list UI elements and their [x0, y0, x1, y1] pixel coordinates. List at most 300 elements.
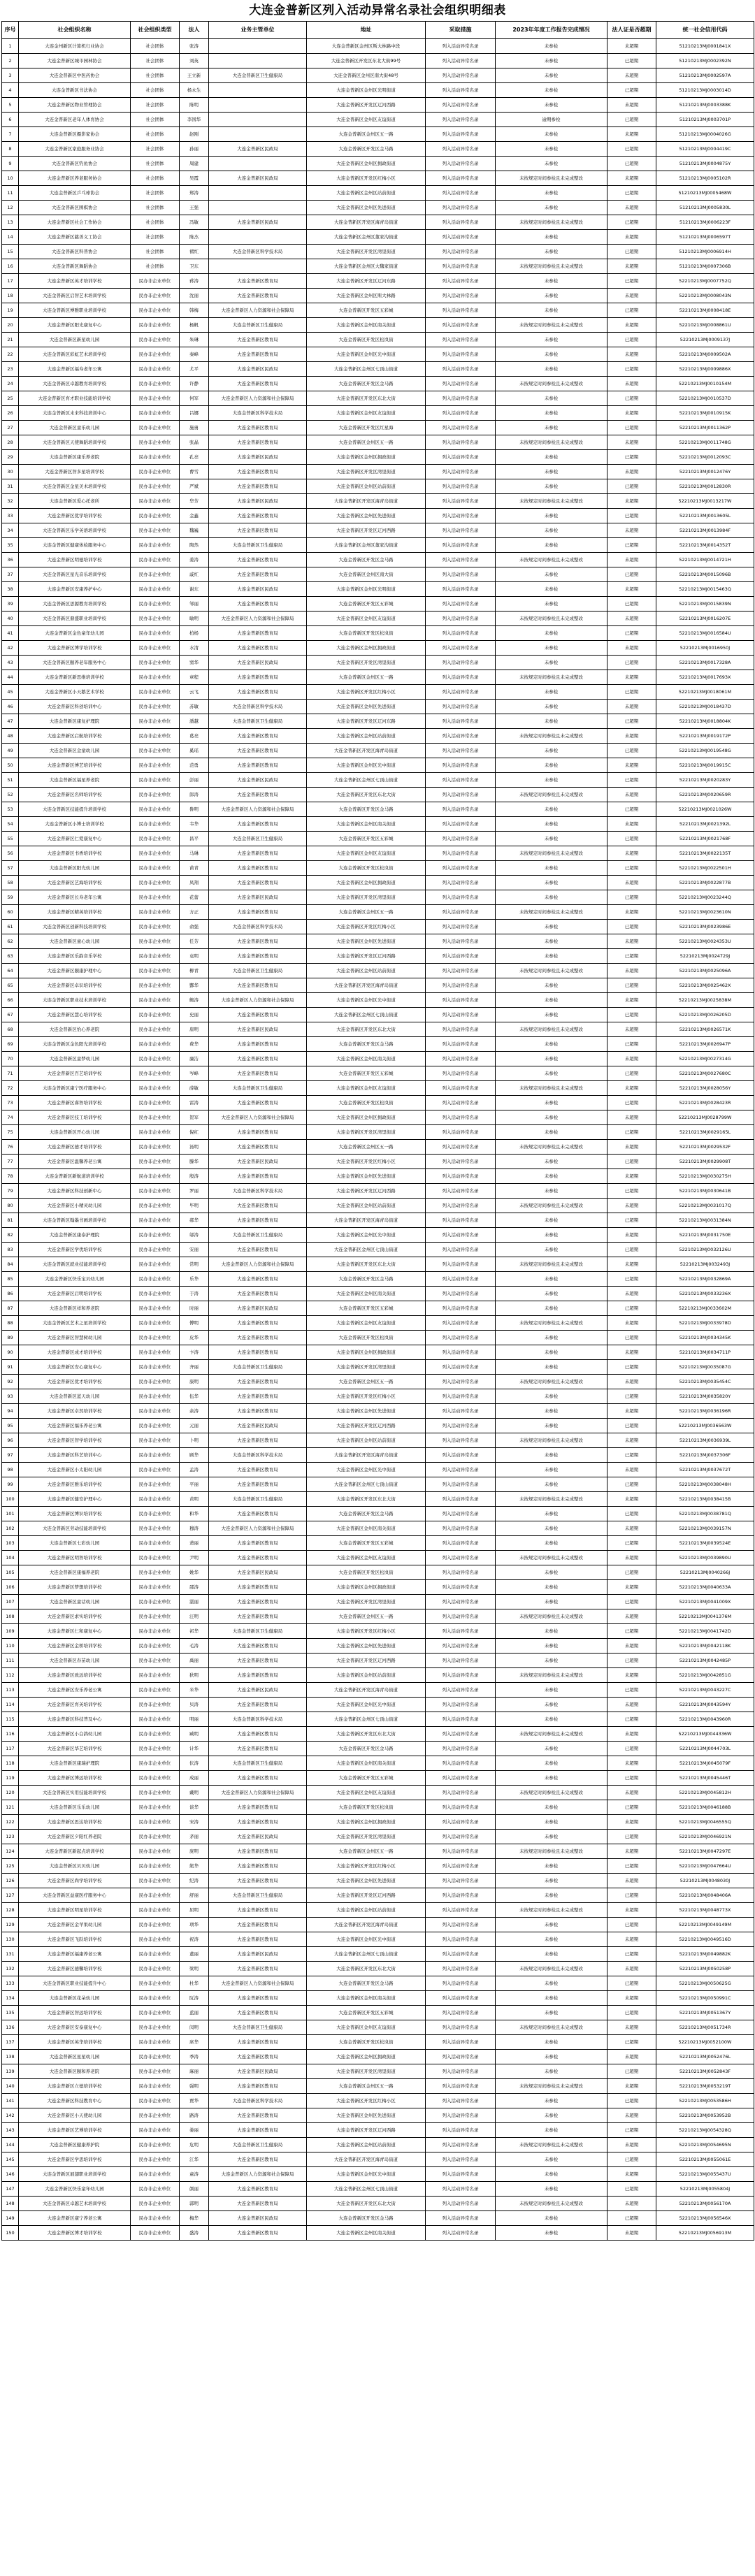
organization-name-cell: 大连金普新区思达培训学校	[19, 1815, 131, 1830]
table-row	[2, 641, 754, 656]
measure-cell: 列入活动异常名录	[426, 2108, 496, 2123]
annual-report-cell: 未参检	[496, 1859, 607, 1874]
organization-name-cell: 大连金普新区优才培训学校	[19, 1375, 131, 1389]
table-row	[2, 1463, 754, 1477]
row-number-cell: 123	[2, 1830, 19, 1844]
address-cell: 大连金普新区开发区湾里街道	[307, 1125, 426, 1140]
legal-person-cell: 姚华	[180, 1565, 209, 1580]
organization-type-cell: 社会团体	[131, 171, 180, 186]
table-row	[2, 1213, 754, 1228]
row-number-cell: 127	[2, 1888, 19, 1903]
organization-type-cell: 民办非企业单位	[131, 1595, 180, 1609]
credit-code-cell: 52210213MJ0028423R	[656, 1096, 754, 1110]
legal-person-cell: 董丽	[180, 1947, 209, 1962]
legal-person-cell: 闵明	[180, 2020, 209, 2035]
row-number-cell: 114	[2, 1698, 19, 1712]
supervisor-cell: 大连金普新区教育局	[209, 1037, 307, 1052]
organization-type-cell: 民办非企业单位	[131, 1331, 180, 1345]
table-row	[2, 1991, 754, 2006]
certificate-overdue-cell: 未超期	[607, 1874, 656, 1888]
row-number-cell: 96	[2, 1433, 19, 1448]
row-number-cell: 99	[2, 1477, 19, 1492]
address-cell: 大连金普新区开发区五彩城	[307, 303, 426, 318]
organization-name-cell: 大连金普新区实用技能培训学校	[19, 1786, 131, 1800]
credit-code-cell: 52210213MJ0015096B	[656, 567, 754, 582]
credit-code-cell: 52210213MJ0011748G	[656, 435, 754, 450]
supervisor-cell: 大连金普新区民政局	[209, 494, 307, 509]
address-cell: 大连金普新区金州区站前街道	[307, 1668, 426, 1683]
organization-name-cell: 大连金普新区童梦幼儿园	[19, 1052, 131, 1066]
certificate-overdue-cell: 未超期	[607, 523, 656, 538]
annual-report-cell: 未按规定时间参检且未完成整改	[496, 846, 607, 861]
legal-person-cell: 阮涛	[180, 1991, 209, 2006]
measure-cell: 列入活动异常名录	[426, 758, 496, 773]
table-row	[2, 39, 754, 54]
measure-cell: 列入活动异常名录	[426, 1683, 496, 1698]
certificate-overdue-cell: 未超期	[607, 1815, 656, 1830]
organization-type-cell: 民办非企业单位	[131, 2138, 180, 2152]
table-row	[2, 1624, 754, 1639]
annual-report-cell: 未参检	[496, 626, 607, 641]
supervisor-cell: 大连金普新区教育局	[209, 1375, 307, 1389]
organization-type-cell: 民办非企业单位	[131, 2064, 180, 2079]
table-row	[2, 2064, 754, 2079]
table-row	[2, 494, 754, 509]
credit-code-cell: 52210213MJ0013984F	[656, 523, 754, 538]
organization-name-cell: 大连金普新区舞蹈协会	[19, 259, 131, 274]
supervisor-cell: 大连金普新区卫生健康局	[209, 1888, 307, 1903]
organization-type-cell: 民办非企业单位	[131, 2123, 180, 2138]
organization-type-cell: 民办非企业单位	[131, 832, 180, 846]
table-row	[2, 1551, 754, 1565]
row-number-cell: 49	[2, 744, 19, 758]
row-number-cell: 42	[2, 641, 19, 656]
row-number-cell: 64	[2, 964, 19, 978]
organization-type-cell: 民办非企业单位	[131, 1507, 180, 1521]
organization-type-cell: 民办非企业单位	[131, 333, 180, 347]
table-row	[2, 1125, 754, 1140]
measure-cell: 列入活动异常名录	[426, 523, 496, 538]
measure-cell: 列入活动异常名录	[426, 1243, 496, 1257]
row-number-cell: 21	[2, 333, 19, 347]
credit-code-cell: 52210213MJ0021768F	[656, 832, 754, 846]
address-cell: 大连金普新区金州区光中街道	[307, 1463, 426, 1477]
row-number-cell: 98	[2, 1463, 19, 1477]
measure-cell: 列入活动异常名录	[426, 1037, 496, 1052]
table-row	[2, 289, 754, 303]
credit-code-cell: 52210213MJ0016950J	[656, 641, 754, 656]
credit-code-cell: 51210213MJ0006597T	[656, 230, 754, 245]
organization-type-cell: 民办非企业单位	[131, 1345, 180, 1360]
address-cell: 大连金普新区金州区南关街道	[307, 1521, 426, 1536]
supervisor-cell: 大连金普新区教育局	[209, 1066, 307, 1081]
row-number-cell: 56	[2, 846, 19, 861]
organization-name-cell: 大连金普新区爱心托老所	[19, 494, 131, 509]
organization-type-cell: 民办非企业单位	[131, 1125, 180, 1140]
measure-cell: 列入活动异常名录	[426, 1712, 496, 1727]
annual-report-cell: 未参检	[496, 1976, 607, 1991]
organization-name-cell: 大连金普新区康福养老院	[19, 1565, 131, 1580]
annual-report-cell: 未按规定时间参检且未完成整改	[496, 1551, 607, 1565]
legal-person-cell: 褚红	[180, 245, 209, 259]
address-cell: 大连金普新区开发区红星海	[307, 421, 426, 435]
organization-name-cell: 大连金普新区天使舞蹈培训学校	[19, 435, 131, 450]
supervisor-cell: 大连金普新区教育局	[209, 377, 307, 391]
measure-cell: 列入活动异常名录	[426, 1624, 496, 1639]
measure-cell: 列入活动异常名录	[426, 303, 496, 318]
measure-cell: 列入活动异常名录	[426, 1698, 496, 1712]
table-row	[2, 201, 754, 215]
legal-person-cell: 戚红	[180, 567, 209, 582]
supervisor-cell: 大连金普新区民政局	[209, 142, 307, 157]
organization-name-cell: 大连金普新区金色童年幼儿园	[19, 626, 131, 641]
supervisor-cell: 大连金普新区教育局	[209, 274, 307, 289]
annual-report-cell: 未参检	[496, 861, 607, 876]
certificate-overdue-cell: 未超期	[607, 2226, 656, 2241]
organization-type-cell: 民办非企业单位	[131, 1888, 180, 1903]
measure-cell: 列入活动异常名录	[426, 2035, 496, 2050]
annual-report-cell: 未参检	[496, 1756, 607, 1771]
address-cell: 大连金普新区开发区东北大街99号	[307, 54, 426, 68]
certificate-overdue-cell: 已超期	[607, 215, 656, 230]
legal-person-cell: 喻明	[180, 612, 209, 626]
row-number-cell: 68	[2, 1022, 19, 1037]
table-row	[2, 303, 754, 318]
organization-name-cell: 大连金普新区未来科技培训中心	[19, 406, 131, 421]
address-cell: 大连金普新区开发区湾里街道	[307, 465, 426, 479]
credit-code-cell: 52210213MJ0027314G	[656, 1052, 754, 1066]
organization-type-cell: 民办非企业单位	[131, 1536, 180, 1551]
credit-code-cell: 52210213MJ0041376M	[656, 1609, 754, 1624]
organization-type-cell: 民办非企业单位	[131, 2167, 180, 2182]
row-number-cell: 91	[2, 1360, 19, 1375]
annual-report-cell: 未参检	[496, 362, 607, 377]
credit-code-cell: 52210213MJ0013605L	[656, 509, 754, 523]
credit-code-cell: 52210213MJ0015463Q	[656, 582, 754, 597]
row-number-cell: 74	[2, 1110, 19, 1125]
organization-name-cell: 大连金普新区科技创新中心	[19, 1184, 131, 1199]
credit-code-cell: 52210213MJ0012476Y	[656, 465, 754, 479]
credit-code-cell: 52210213MJ0038415B	[656, 1492, 754, 1507]
supervisor-cell: 大连金普新区教育局	[209, 1316, 307, 1331]
organization-name-cell: 大连金普新区艺术之星培训学校	[19, 1316, 131, 1331]
measure-cell: 列入活动异常名录	[426, 1419, 496, 1433]
table-row	[2, 391, 754, 406]
measure-cell: 列入活动异常名录	[426, 612, 496, 626]
annual-report-cell: 未按规定时间参检且未完成整改	[496, 1786, 607, 1800]
credit-code-cell: 52210213MJ0045446T	[656, 1771, 754, 1786]
credit-code-cell: 52210213MJ0008418E	[656, 303, 754, 318]
organization-name-cell: 大连金普新区智远培训学校	[19, 2006, 131, 2020]
annual-report-cell: 未参检	[496, 289, 607, 303]
organization-type-cell: 民办非企业单位	[131, 1022, 180, 1037]
address-cell: 大连金普新区金州区拥政街道	[307, 1110, 426, 1125]
annual-report-cell: 未参检	[496, 1565, 607, 1580]
supervisor-cell: 大连金普新区教育局	[209, 289, 307, 303]
supervisor-cell: 大连金普新区教育局	[209, 1008, 307, 1022]
measure-cell: 列入活动异常名录	[426, 2152, 496, 2167]
supervisor-cell: 大连金普新区教育局	[209, 1125, 307, 1140]
table-row	[2, 714, 754, 729]
supervisor-cell: 大连金普新区科学技术局	[209, 245, 307, 259]
measure-cell: 列入活动异常名录	[426, 1609, 496, 1624]
annual-report-cell: 未按规定时间参检且未完成整改	[496, 435, 607, 450]
address-cell: 大连金普新区金州区董家沟街道	[307, 538, 426, 553]
legal-person-cell: 皮华	[180, 1331, 209, 1345]
legal-person-cell: 尤平	[180, 362, 209, 377]
supervisor-cell: 大连金普新区教育局	[209, 1507, 307, 1521]
row-number-cell: 69	[2, 1037, 19, 1052]
supervisor-cell	[209, 186, 307, 201]
measure-cell: 列入活动异常名录	[426, 1331, 496, 1345]
organization-name-cell: 大连金普新区科创培训中心	[19, 700, 131, 714]
organization-name-cell: 大连金普新区慈善义工协会	[19, 230, 131, 245]
measure-cell: 列入活动异常名录	[426, 1066, 496, 1081]
row-number-cell: 62	[2, 934, 19, 949]
measure-cell: 列入活动异常名录	[426, 1727, 496, 1742]
organization-type-cell: 民办非企业单位	[131, 377, 180, 391]
organization-name-cell: 大连金普新区新起点培训学校	[19, 1844, 131, 1859]
row-number-cell: 126	[2, 1874, 19, 1888]
organization-name-cell: 大连金普新区安泰康复中心	[19, 2020, 131, 2035]
organization-name-cell: 大连金普新区健安护理中心	[19, 1492, 131, 1507]
annual-report-cell: 未参检	[496, 1008, 607, 1022]
legal-person-cell: 麻丽	[180, 2064, 209, 2079]
organization-name-cell: 大连金普新区开心幼儿园	[19, 1125, 131, 1140]
supervisor-cell: 大连金普新区卫生健康局	[209, 1360, 307, 1375]
table-row	[2, 729, 754, 744]
legal-person-cell: 彭丽	[180, 773, 209, 788]
credit-code-cell: 52210213MJ0039890U	[656, 1551, 754, 1565]
supervisor-cell: 大连金普新区人力资源和社会保障局	[209, 391, 307, 406]
organization-type-cell: 民办非企业单位	[131, 1140, 180, 1155]
organization-type-cell: 民办非企业单位	[131, 788, 180, 802]
measure-cell: 列入活动异常名录	[426, 1433, 496, 1448]
organization-type-cell: 民办非企业单位	[131, 347, 180, 362]
credit-code-cell: 52210213MJ0032869A	[656, 1272, 754, 1287]
organization-type-cell: 民办非企业单位	[131, 1771, 180, 1786]
measure-cell: 列入活动异常名录	[426, 113, 496, 127]
supervisor-cell: 大连金普新区民政局	[209, 582, 307, 597]
credit-code-cell: 52210213MJ0012830R	[656, 479, 754, 494]
measure-cell: 列入活动异常名录	[426, 1903, 496, 1918]
annual-report-cell: 未按规定时间参检且未完成整改	[496, 612, 607, 626]
organization-type-cell: 民办非企业单位	[131, 1742, 180, 1756]
table-row	[2, 538, 754, 553]
supervisor-cell: 大连金普新区民政局	[209, 1565, 307, 1580]
address-cell: 大连金普新区开发区松岚街	[307, 626, 426, 641]
legal-person-cell: 项华	[180, 1918, 209, 1932]
certificate-overdue-cell: 已超期	[607, 1155, 656, 1169]
legal-person-cell: 郎涛	[180, 788, 209, 802]
row-number-cell: 15	[2, 245, 19, 259]
measure-cell: 列入活动异常名录	[426, 1918, 496, 1932]
supervisor-cell: 大连金普新区民政局	[209, 2064, 307, 2079]
certificate-overdue-cell: 已超期	[607, 2123, 656, 2138]
credit-code-cell: 52210213MJ0041009X	[656, 1595, 754, 1609]
row-number-cell: 5	[2, 98, 19, 113]
legal-person-cell: 宋涛	[180, 1815, 209, 1830]
supervisor-cell: 大连金普新区民政局	[209, 1419, 307, 1433]
legal-person-cell: 沈丽	[180, 289, 209, 303]
supervisor-cell: 大连金普新区教育局	[209, 758, 307, 773]
certificate-overdue-cell: 已超期	[607, 1654, 656, 1668]
annual-report-cell: 未参检	[496, 1463, 607, 1477]
legal-person-cell: 茅丽	[180, 1830, 209, 1844]
organization-type-cell: 民办非企业单位	[131, 1008, 180, 1022]
supervisor-cell: 大连金普新区教育局	[209, 567, 307, 582]
certificate-overdue-cell: 已超期	[607, 142, 656, 157]
address-cell: 大连金普新区金州区友谊街道	[307, 1316, 426, 1331]
organization-name-cell: 大连金普新区德才培训学校	[19, 1140, 131, 1155]
legal-person-cell: 何军	[180, 391, 209, 406]
organization-type-cell: 民办非企业单位	[131, 421, 180, 435]
table-row	[2, 171, 754, 186]
measure-cell: 列入活动异常名录	[426, 1463, 496, 1477]
table-row	[2, 245, 754, 259]
measure-cell: 列入活动异常名录	[426, 98, 496, 113]
measure-cell: 列入活动异常名录	[426, 597, 496, 612]
annual-report-cell: 未参检	[496, 347, 607, 362]
legal-person-cell: 危明	[180, 2138, 209, 2152]
row-number-cell: 116	[2, 1727, 19, 1742]
row-number-cell: 103	[2, 1536, 19, 1551]
measure-cell: 列入活动异常名录	[426, 377, 496, 391]
row-number-cell: 86	[2, 1287, 19, 1301]
annual-report-cell: 未参检	[496, 1213, 607, 1228]
supervisor-cell: 大连金普新区科学技术局	[209, 1448, 307, 1463]
certificate-overdue-cell: 未超期	[607, 1375, 656, 1389]
legal-person-cell: 水清	[180, 641, 209, 656]
annual-report-cell: 未参检	[496, 802, 607, 817]
row-number-cell: 83	[2, 1243, 19, 1257]
measure-cell: 列入活动异常名录	[426, 700, 496, 714]
certificate-overdue-cell: 未超期	[607, 934, 656, 949]
measure-cell: 列入活动异常名录	[426, 656, 496, 670]
supervisor-cell: 大连金普新区人力资源和社会保障局	[209, 1110, 307, 1125]
row-number-cell: 102	[2, 1521, 19, 1536]
measure-cell: 列入活动异常名录	[426, 1507, 496, 1521]
supervisor-cell: 大连金普新区教育局	[209, 1580, 307, 1595]
legal-person-cell: 云飞	[180, 685, 209, 700]
table-row	[2, 1918, 754, 1932]
legal-person-cell: 孙丽	[180, 142, 209, 157]
organization-name-cell: 大连金普新区华艺培训学校	[19, 1742, 131, 1756]
credit-code-cell: 51210213MJ0004419C	[656, 142, 754, 157]
organization-type-cell: 民办非企业单位	[131, 1551, 180, 1565]
annual-report-cell: 未按规定时间参检且未完成整改	[496, 1962, 607, 1976]
credit-code-cell: 52210213MJ0009502A	[656, 347, 754, 362]
address-cell: 大连金普新区开发区湾里街道	[307, 1830, 426, 1844]
annual-report-cell: 未参检	[496, 1228, 607, 1243]
legal-person-cell: 滕华	[180, 1155, 209, 1169]
address-cell: 大连金普新区金州区光明街道	[307, 83, 426, 98]
legal-person-cell: 韩梅	[180, 303, 209, 318]
legal-person-cell: 童涛	[180, 2167, 209, 2182]
row-number-cell: 140	[2, 2079, 19, 2094]
legal-person-cell: 严斌	[180, 479, 209, 494]
measure-cell: 列入活动异常名录	[426, 890, 496, 905]
certificate-overdue-cell: 已超期	[607, 890, 656, 905]
certificate-overdue-cell: 未超期	[607, 1404, 656, 1419]
supervisor-cell: 大连金普新区民政局	[209, 1830, 307, 1844]
supervisor-cell: 大连金普新区教育局	[209, 670, 307, 685]
measure-cell: 列入活动异常名录	[426, 2211, 496, 2226]
legal-person-cell: 湛丽	[180, 1595, 209, 1609]
measure-cell: 列入活动异常名录	[426, 1272, 496, 1287]
supervisor-cell: 大连金普新区教育局	[209, 2182, 307, 2197]
organization-type-cell: 民办非企业单位	[131, 700, 180, 714]
credit-code-cell: 52210213MJ0007752Q	[656, 274, 754, 289]
measure-cell: 列入活动异常名录	[426, 920, 496, 934]
row-number-cell: 139	[2, 2064, 19, 2079]
certificate-overdue-cell: 已超期	[607, 157, 656, 171]
legal-person-cell: 华芳	[180, 494, 209, 509]
measure-cell: 列入活动异常名录	[426, 347, 496, 362]
organization-name-cell: 大连金普新区金色阳光培训学校	[19, 1037, 131, 1052]
organization-name-cell: 大连金普新区科艺培训中心	[19, 1448, 131, 1463]
measure-cell: 列入活动异常名录	[426, 2167, 496, 2182]
row-number-cell: 22	[2, 347, 19, 362]
row-number-cell: 77	[2, 1155, 19, 1169]
row-number-cell: 41	[2, 626, 19, 641]
certificate-overdue-cell: 未超期	[607, 612, 656, 626]
credit-code-cell: 52210213MJ0020659R	[656, 788, 754, 802]
measure-cell: 列入活动异常名录	[426, 2079, 496, 2094]
table-row	[2, 744, 754, 758]
supervisor-cell: 大连金普新区人力资源和社会保障局	[209, 303, 307, 318]
row-number-cell: 53	[2, 802, 19, 817]
organization-type-cell: 民办非企业单位	[131, 509, 180, 523]
credit-code-cell: 52210213MJ0046188B	[656, 1800, 754, 1815]
table-body	[2, 39, 754, 2241]
credit-code-cell: 52210213MJ0019548G	[656, 744, 754, 758]
certificate-overdue-cell: 未超期	[607, 1991, 656, 2006]
measure-cell: 列入活动异常名录	[426, 802, 496, 817]
row-number-cell: 137	[2, 2035, 19, 2050]
row-number-cell: 80	[2, 1199, 19, 1213]
row-number-cell: 146	[2, 2167, 19, 2182]
organization-name-cell: 大连金普新区就业技能培训学校	[19, 1257, 131, 1272]
measure-cell: 列入活动异常名录	[426, 230, 496, 245]
credit-code-cell: 52210213MJ0030275H	[656, 1169, 754, 1184]
certificate-overdue-cell: 已超期	[607, 2006, 656, 2020]
certificate-overdue-cell: 已超期	[607, 1477, 656, 1492]
table-row	[2, 817, 754, 832]
annual-report-cell: 未参检	[496, 714, 607, 729]
organization-name-cell: 大连金普新区城市园林协会	[19, 54, 131, 68]
table-row	[2, 1243, 754, 1257]
table-row	[2, 626, 754, 641]
legal-person-cell: 纪涛	[180, 1874, 209, 1888]
credit-code-cell: 52210213MJ0047664U	[656, 1859, 754, 1874]
organization-name-cell: 大连金普新区技能提升培训学校	[19, 802, 131, 817]
table-row	[2, 377, 754, 391]
annual-report-cell: 未参检	[496, 333, 607, 347]
annual-report-cell: 未参检	[496, 2167, 607, 2182]
annual-report-cell: 未参检	[496, 1125, 607, 1140]
supervisor-cell: 大连金普新区人力资源和社会保障局	[209, 2167, 307, 2182]
address-cell: 大连金普新区金州区南关街道	[307, 318, 426, 333]
address-cell: 大连金普新区开发区金马路	[307, 1272, 426, 1287]
credit-code-cell: 52210213MJ0046555Q	[656, 1815, 754, 1830]
measure-cell: 列入活动异常名录	[426, 1521, 496, 1536]
organization-type-cell: 民办非企业单位	[131, 2020, 180, 2035]
annual-report-cell: 未参检	[496, 2006, 607, 2020]
measure-cell: 列入活动异常名录	[426, 2226, 496, 2241]
measure-cell: 列入活动异常名录	[426, 1287, 496, 1301]
organization-name-cell: 大连金普新区艺博培训学校	[19, 2123, 131, 2138]
